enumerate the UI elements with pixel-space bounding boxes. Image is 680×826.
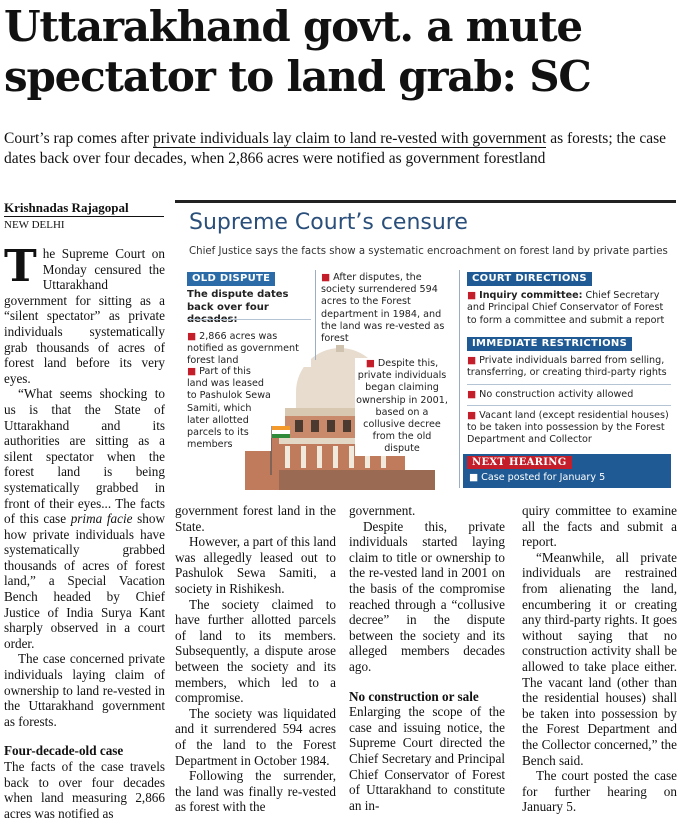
divider [467, 405, 671, 406]
drop-cap: T [4, 241, 37, 292]
court-directions-label: COURT DIRECTIONS [467, 272, 592, 286]
paragraph: The facts of the case travels back to over four decades when land measuring 2,866 acres was notified as [4, 759, 165, 821]
court-directions-section [467, 272, 671, 327]
court-directions-item [467, 290, 671, 327]
paragraph: The case concerned private individuals laying claim of ownership to land re-vested in the Uttarakhand government as forests. [4, 651, 165, 729]
restriction-item-3-text: Vacant land (except residential houses) to be taken into possession by the Forest Department and Collector [467, 409, 669, 446]
deck-summary [4, 129, 676, 169]
court-directions-text: Chief Secretary and Principal Chief Conservator of Forest to form a committee and submit a report [467, 290, 665, 326]
paragraph [4, 241, 165, 386]
old-dispute-item-2-text: Part of this land was leased to Pashulok Sewa Samiti, which later allotted parcels to its members [187, 366, 271, 451]
infographic-subtitle: Chief Justice says the facts show a systematic encroachment on forest land by private parties [189, 246, 668, 257]
bullet-icon: ■ [321, 272, 331, 283]
immediate-restrictions-section [467, 337, 671, 446]
old-dispute-item-1-text: 2,866 acres was notified as government forest land [187, 330, 299, 367]
bullet-icon: ■ [187, 330, 197, 342]
article-column-2 [175, 503, 336, 815]
restriction-item-2 [467, 389, 671, 401]
paragraph: Following the surrender, the land was finally re-vested as forest with the [175, 768, 336, 815]
article-column-3 [349, 503, 505, 813]
bullet-icon: ■ [187, 366, 197, 377]
middle-item-1-text: After disputes, the society surrendered 594 acres to the Forest department in 1984, and the land was re-vested as forest [321, 272, 445, 345]
paragraph: The society claimed to have further allotted parcels of land to its members. Subsequently, a dispute arose between the society and its members, which led to a compromise. [175, 596, 336, 706]
subheading: Four-decade-old case [4, 743, 124, 759]
next-hearing-text: Case posted for January 5 [481, 472, 606, 483]
paragraph: government forest land in the State. [175, 503, 336, 534]
divider [315, 270, 316, 360]
restriction-item-3 [467, 410, 671, 447]
bullet-icon: ■ [467, 409, 477, 421]
paragraph: Enlarging the scope of the case and issuing notice, the Supreme Court directed the Chief Secretary and Principal Chief Conservator of Forest of Uttarakhand to constitute an in- [349, 704, 505, 813]
deck-text-1: Court’s rap comes after [4, 130, 153, 147]
next-hearing-label: NEXT HEARING [467, 456, 572, 469]
middle-item-2 [355, 358, 449, 456]
dateline: NEW DELHI [4, 219, 65, 231]
paragraph: The society was liquidated and it surrendered 594 acres of the land to the Forest Department in October 1984. [175, 705, 336, 768]
paragraph-text: “What seems shocking to us is that the State of Uttarakhand and its authorities are sitting as a silent spectator when the forest land is being systematically grabbed in front of their eyes... The facts of this case [4, 386, 165, 527]
restriction-item-1 [467, 355, 671, 379]
byline [4, 200, 164, 231]
bullet-icon: ■ [469, 472, 479, 483]
divider [459, 270, 460, 488]
paragraph: quiry committee to examine all the facts and submit a report. [522, 503, 677, 550]
restriction-item-1-text: Private individuals barred from selling, transferring, or creating third-party rights [467, 355, 667, 379]
infographic-box [175, 200, 676, 492]
paragraph: “Meanwhile, all private individuals are restrained from alienating the land, encumbering it or creating any third-party rights. It goes without saying that no construction activity shall be allowed to take place either. The vacant land (other than the residential houses) shall be taken into possession by the Forest Department and the Collector concerned,” the Bench said. [522, 549, 677, 768]
divider [467, 384, 671, 385]
restriction-item-2-text: No construction activity allowed [479, 388, 634, 400]
deck-underlined-link[interactable]: private individuals lay claim to land re-vested with government [152, 130, 547, 147]
deck-text-2: as forests; the case dates back over four decades, when 2,866 acres were notified as government forestland [4, 130, 667, 167]
paragraph: government. [349, 503, 416, 518]
bullet-icon: ■ [365, 358, 375, 369]
old-dispute-item-2 [187, 366, 271, 451]
headline [4, 2, 676, 102]
court-directions-bold: Inquiry committee: [479, 290, 583, 302]
old-dispute-label: OLD DISPUTE [187, 272, 275, 286]
bullet-icon: ■ [467, 355, 477, 367]
paragraph-text: show how private individuals have systematically grabbed thousands of acres of forest land,” a Special Vacation Bench headed by Chief Justice of India Surya Kant sharply observed in a court order. [4, 511, 165, 651]
paragraph: Despite this, private individuals started laying claim to title or ownership to the re-vested land in 2001 on the basis of the compromise reached through a “collusive decree” in the dispute between the society and its alleged members decades ago. [349, 518, 505, 674]
old-dispute-heading: The dispute dates back over four [187, 289, 289, 313]
divider [187, 319, 311, 320]
paragraph: The court posted the case for further hearing on January 5. [522, 768, 677, 815]
paragraph [4, 386, 165, 651]
headline-line-1: Uttarakhand govt. a mute [4, 2, 582, 51]
next-hearing-item [469, 472, 669, 484]
infographic-top-rule [175, 200, 676, 203]
middle-item-1 [321, 272, 455, 345]
infographic-title: Supreme Court’s censure [189, 210, 468, 235]
headline-line-2: spectator to land grab: SC [4, 52, 591, 101]
old-dispute-item-1 [187, 331, 311, 368]
bullet-icon: ■ [467, 388, 477, 400]
emphasis-text: prima facie [70, 511, 133, 527]
next-hearing-panel [463, 454, 671, 488]
subheading: No construction or sale [349, 688, 479, 704]
article-column-1 [4, 241, 165, 821]
immediate-restrictions-label: IMMEDIATE RESTRICTIONS [467, 337, 632, 351]
paragraph: However, a part of this land was allegedly leased out to Pashulok Sewa Samiti, a society in Rishikesh. [175, 534, 336, 596]
byline-name: Krishnadas Rajagopal [4, 200, 164, 217]
article-column-4 [522, 503, 677, 815]
bullet-icon: ■ [467, 290, 477, 302]
paragraph-text: he Supreme Court on Monday censured the Uttarakhand government for sitting as a “silent spectator” as private individuals systematically grab thousands of acres of forest land before its very eyes. [4, 246, 165, 386]
middle-item-2-text: Despite this, private individuals began claiming ownership in 2001, based on a collusive decree from the old dispute [356, 358, 448, 455]
